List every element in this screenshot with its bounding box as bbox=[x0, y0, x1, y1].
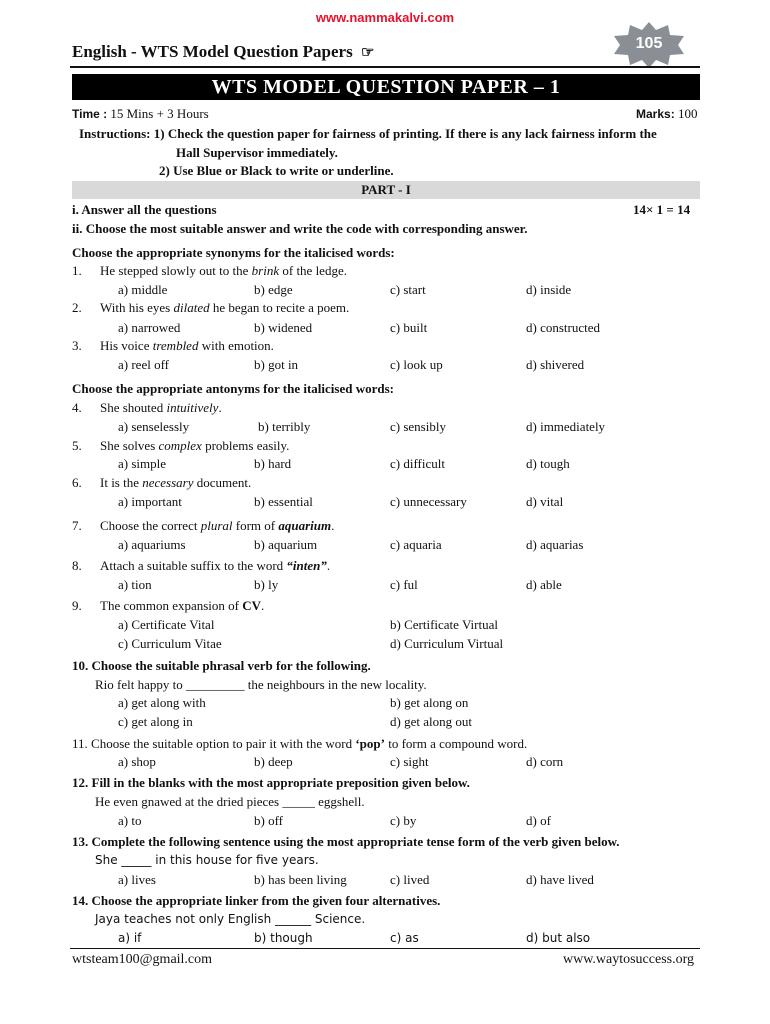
option-c: c) built bbox=[390, 320, 428, 335]
italic-word: trembled bbox=[152, 338, 199, 353]
question-10-sentence: Rio felt happy to _________ the neighbours in the new locality. bbox=[95, 677, 427, 692]
header-divider bbox=[70, 66, 700, 68]
italic-word: dilated bbox=[173, 300, 210, 315]
question-14-sentence: Jaya teaches not only English ______ Science. bbox=[95, 912, 366, 926]
question-number: 6. bbox=[72, 475, 82, 490]
hand-pointing-icon: ☞ bbox=[360, 45, 375, 61]
option-d: d) able bbox=[526, 577, 562, 592]
italic-word: intuitively bbox=[166, 400, 219, 415]
option-d: d) immediately bbox=[526, 419, 606, 434]
option-a: a) aquariums bbox=[118, 537, 186, 552]
bold-italic-word: aquarium bbox=[278, 518, 332, 533]
option-c: c) start bbox=[390, 282, 426, 297]
question-13-sentence: She _____ in this house for five years. bbox=[95, 853, 319, 867]
question-number: 7. bbox=[72, 518, 82, 533]
option-b: b) ly bbox=[254, 577, 279, 592]
part-heading: PART - I bbox=[72, 181, 700, 199]
question-6: It is the necessary document. bbox=[100, 475, 252, 490]
option-a: a) narrowed bbox=[118, 320, 181, 335]
site-link[interactable]: www.nammakalvi.com bbox=[315, 10, 455, 25]
option-c: c) look up bbox=[390, 357, 443, 372]
bold-italic-word: “inten” bbox=[286, 558, 327, 573]
question-8: Attach a suitable suffix to the word “inten”. bbox=[100, 558, 331, 573]
italic-word: plural bbox=[200, 518, 233, 533]
option-a: a) important bbox=[118, 494, 182, 509]
option-d: d) but also bbox=[526, 931, 591, 945]
part-instruction-1: i. Answer all the questions bbox=[72, 202, 217, 217]
option-a: a) if bbox=[118, 931, 142, 945]
question-5: She solves complex problems easily. bbox=[100, 438, 290, 453]
option-b: b) Certificate Virtual bbox=[390, 617, 498, 632]
header-title-text: English - WTS Model Question Papers bbox=[72, 42, 353, 61]
time-value: 15 Mins + 3 Hours bbox=[110, 106, 209, 121]
bold-word: CV bbox=[242, 598, 262, 613]
page-number: 105 bbox=[635, 35, 663, 52]
option-d: d) get along out bbox=[390, 714, 472, 729]
paper-title: WTS MODEL QUESTION PAPER – 1 bbox=[72, 74, 700, 100]
question-13-heading: 13. Complete the following sentence using the most appropriate tense form of the verb given below. bbox=[72, 834, 620, 849]
option-a: a) Certificate Vital bbox=[118, 617, 215, 632]
option-b: b) get along on bbox=[390, 695, 469, 710]
question-1: He stepped slowly out to the brink of the ledge. bbox=[100, 263, 347, 278]
question-number: 4. bbox=[72, 400, 82, 415]
time-label: Time : bbox=[72, 107, 108, 121]
time-line bbox=[72, 106, 209, 122]
option-d: d) constructed bbox=[526, 320, 601, 335]
option-d: d) of bbox=[526, 813, 551, 828]
italic-word: complex bbox=[158, 438, 202, 453]
option-b: b) though bbox=[254, 931, 313, 945]
question-4: She shouted intuitively. bbox=[100, 400, 222, 415]
option-b: b) aquarium bbox=[254, 537, 318, 552]
italic-word: necessary bbox=[142, 475, 194, 490]
option-d: d) inside bbox=[526, 282, 572, 297]
question-number: 9. bbox=[72, 598, 82, 613]
question-number: 5. bbox=[72, 438, 82, 453]
option-c: c) unnecessary bbox=[390, 494, 467, 509]
option-b: b) has been living bbox=[254, 872, 347, 887]
option-a: a) tion bbox=[118, 577, 152, 592]
option-c: c) sensibly bbox=[390, 419, 446, 434]
question-2: With his eyes dilated he began to recite a poem. bbox=[100, 300, 350, 315]
question-11: 11. Choose the suitable option to pair it with the word ‘pop’ to form a compound word. bbox=[72, 736, 528, 751]
option-b: b) hard bbox=[254, 456, 292, 471]
footer-divider bbox=[70, 948, 700, 949]
option-d: d) corn bbox=[526, 754, 564, 769]
option-c: c) aquaria bbox=[390, 537, 442, 552]
option-c: c) Curriculum Vitae bbox=[118, 636, 222, 651]
option-c: c) as bbox=[390, 931, 419, 945]
instruction-line-2: Hall Supervisor immediately. bbox=[176, 145, 338, 160]
question-3: His voice trembled with emotion. bbox=[100, 338, 274, 353]
question-9: The common expansion of CV. bbox=[100, 598, 265, 613]
question-12-heading: 12. Fill in the blanks with the most appropriate preposition given below. bbox=[72, 775, 470, 790]
option-c: c) lived bbox=[390, 872, 430, 887]
bold-word: ‘pop’ bbox=[355, 736, 385, 751]
question-14-heading: 14. Choose the appropriate linker from the given four alternatives. bbox=[72, 893, 441, 908]
option-c: c) get along in bbox=[118, 714, 193, 729]
header-title bbox=[72, 42, 374, 62]
question-7: Choose the correct plural form of aquarium. bbox=[100, 518, 335, 533]
option-c: c) by bbox=[390, 813, 417, 828]
antonyms-heading: Choose the appropriate antonyms for the italicised words: bbox=[72, 381, 394, 396]
option-a: a) lives bbox=[118, 872, 156, 887]
option-c: c) sight bbox=[390, 754, 429, 769]
option-b: b) deep bbox=[254, 754, 293, 769]
synonyms-heading: Choose the appropriate synonyms for the italicised words: bbox=[72, 245, 395, 260]
option-d: d) shivered bbox=[526, 357, 585, 372]
italic-word: brink bbox=[251, 263, 280, 278]
question-number: 2. bbox=[72, 300, 82, 315]
option-c: c) difficult bbox=[390, 456, 445, 471]
part-marks: 14× 1 = 14 bbox=[633, 202, 691, 217]
marks-value: 100 bbox=[677, 106, 698, 121]
option-a: a) to bbox=[118, 813, 142, 828]
option-b: b) essential bbox=[254, 494, 313, 509]
option-d: d) have lived bbox=[526, 872, 594, 887]
option-a: a) simple bbox=[118, 456, 167, 471]
part-instruction-2: ii. Choose the most suitable answer and write the code with corresponding answer. bbox=[72, 221, 528, 236]
question-12-sentence: He even gnawed at the dried pieces _____ eggshell. bbox=[95, 794, 365, 809]
marks-line bbox=[636, 106, 697, 122]
option-d: d) Curriculum Virtual bbox=[390, 636, 504, 651]
option-a: a) senselessly bbox=[118, 419, 190, 434]
option-b: b) edge bbox=[254, 282, 293, 297]
footer-email[interactable]: wtsteam100@gmail.com bbox=[72, 952, 213, 967]
option-b: b) off bbox=[254, 813, 284, 828]
option-d: d) aquarias bbox=[526, 537, 584, 552]
option-b: b) terribly bbox=[258, 419, 311, 434]
instruction-line-1: Instructions: 1) Check the question paper for fairness of printing. If there is any lack fairness inform the bbox=[79, 126, 657, 141]
question-number: 1. bbox=[72, 263, 82, 278]
marks-label: Marks: bbox=[636, 107, 675, 121]
page-number-badge bbox=[610, 22, 688, 68]
option-b: b) widened bbox=[254, 320, 313, 335]
option-a: a) middle bbox=[118, 282, 168, 297]
option-a: a) reel off bbox=[118, 357, 170, 372]
option-d: d) vital bbox=[526, 494, 564, 509]
question-10-heading: 10. Choose the suitable phrasal verb for the following. bbox=[72, 658, 371, 673]
question-number: 3. bbox=[72, 338, 82, 353]
option-a: a) get along with bbox=[118, 695, 206, 710]
option-a: a) shop bbox=[118, 754, 156, 769]
instruction-line-3: 2) Use Blue or Black to write or underline. bbox=[159, 163, 394, 178]
option-b: b) got in bbox=[254, 357, 299, 372]
option-c: c) ful bbox=[390, 577, 418, 592]
footer-website[interactable]: www.waytosuccess.org bbox=[562, 952, 694, 967]
question-number: 8. bbox=[72, 558, 82, 573]
option-d: d) tough bbox=[526, 456, 570, 471]
